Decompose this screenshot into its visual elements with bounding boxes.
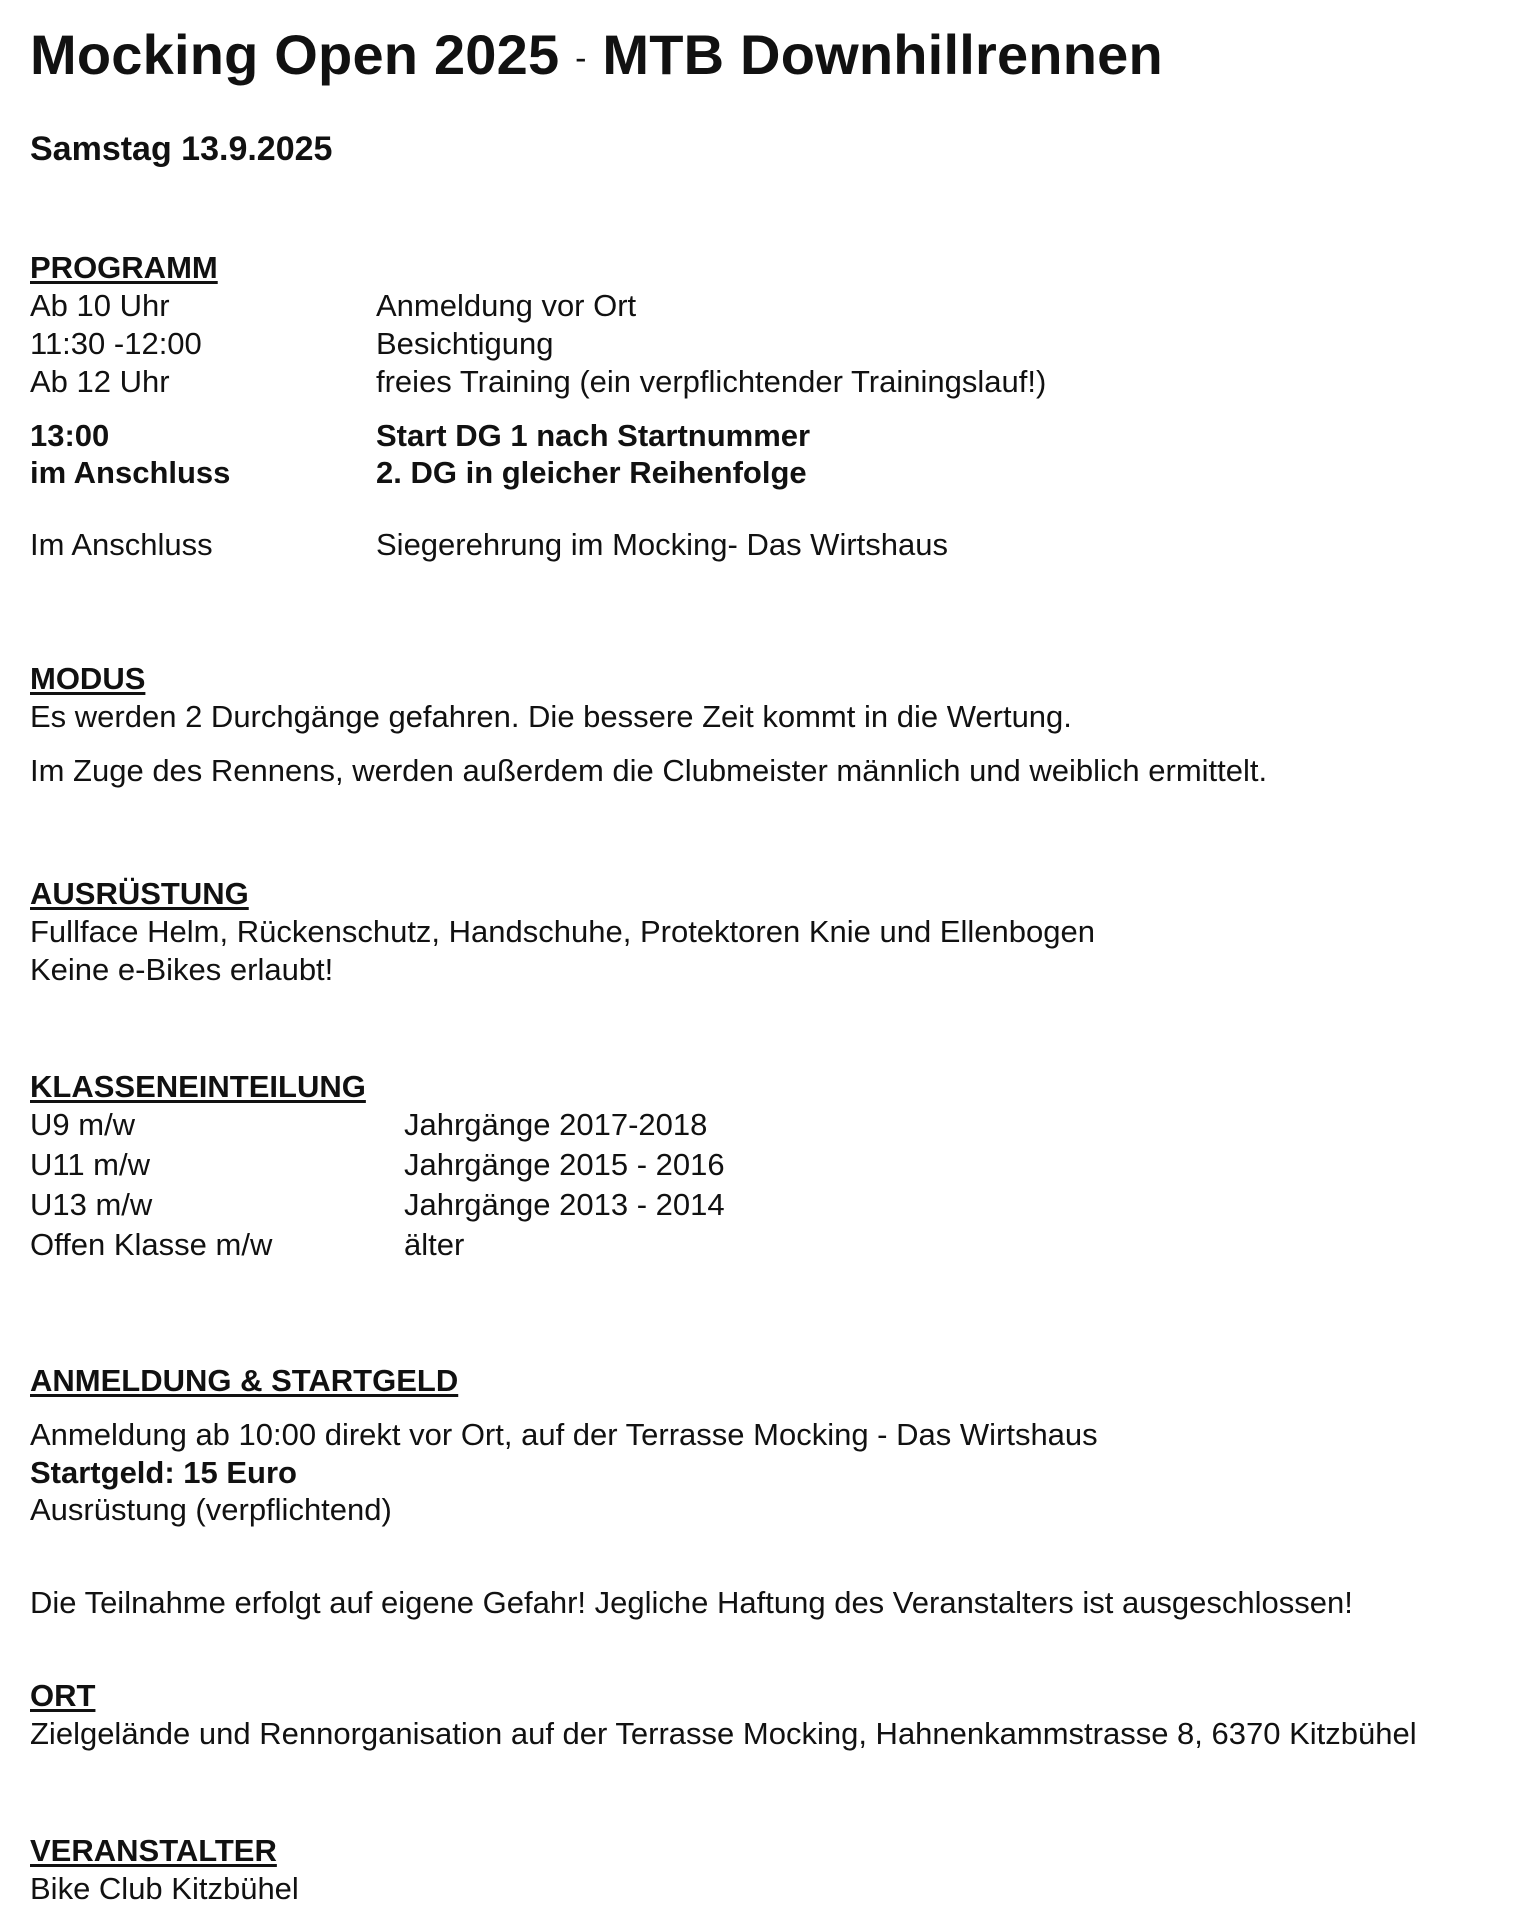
startgeld-text: Startgeld: 15 Euro bbox=[30, 1455, 297, 1490]
modus-line-1: Es werden 2 Durchgänge gefahren. Die bessere Zeit kommt in die Wertung. bbox=[30, 699, 1072, 734]
ausruestung-line-2: Keine e-Bikes erlaubt! bbox=[30, 952, 334, 987]
programm-time-5: im Anschluss bbox=[30, 455, 231, 490]
klassen-heading: KLASSENEINTEILUNG bbox=[30, 1069, 366, 1104]
programm-heading: PROGRAMM bbox=[30, 250, 218, 285]
anmeldung-line-1: Anmeldung ab 10:00 direkt vor Ort, auf der Terrasse Mocking - Das Wirtshaus bbox=[30, 1417, 1098, 1452]
programm-time-1: Ab 10 Uhr bbox=[30, 288, 170, 323]
modus-line-2: Im Zuge des Rennens, werden außerdem die Clubmeister männlich und weiblich ermittelt. bbox=[30, 753, 1268, 788]
klasse-name-1: U9 m/w bbox=[30, 1107, 136, 1142]
ort-heading: ORT bbox=[30, 1678, 96, 1713]
klasse-jahrgang-2: Jahrgänge 2015 - 2016 bbox=[404, 1147, 725, 1182]
programm-time-2: 11:30 -12:00 bbox=[30, 326, 202, 361]
klasse-jahrgang-1: Jahrgänge 2017-2018 bbox=[404, 1107, 708, 1142]
programm-desc-3: freies Training (ein verpflichtender Trainingslauf!) bbox=[376, 364, 1047, 399]
veranstalter-text: Bike Club Kitzbühel bbox=[30, 1871, 299, 1906]
klasse-name-2: U11 m/w bbox=[30, 1147, 151, 1182]
programm-desc-1: Anmeldung vor Ort bbox=[376, 288, 637, 323]
programm-desc-5: 2. DG in gleicher Reihenfolge bbox=[376, 455, 807, 490]
ausruestung-line-1: Fullface Helm, Rückenschutz, Handschuhe, Protektoren Knie und Ellenbogen bbox=[30, 914, 1095, 949]
title-sub: MTB Downhillrennen bbox=[602, 23, 1163, 86]
programm-desc-4: Start DG 1 nach Startnummer bbox=[376, 418, 811, 453]
klasse-name-4: Offen Klasse m/w bbox=[30, 1227, 273, 1262]
ort-text: Zielgelände und Rennorganisation auf der Terrasse Mocking, Hahnenkammstrasse 8, 6370 Kitzbühel bbox=[30, 1716, 1417, 1751]
klasse-name-3: U13 m/w bbox=[30, 1187, 153, 1222]
haftung-text: Die Teilnahme erfolgt auf eigene Gefahr! Jegliche Haftung des Veranstalters ist ausgeschlossen! bbox=[30, 1585, 1353, 1620]
klasse-jahrgang-4: älter bbox=[404, 1227, 465, 1262]
title-main: Mocking Open 2025 bbox=[30, 23, 560, 86]
programm-time-3: Ab 12 Uhr bbox=[30, 364, 170, 399]
ausruestung-heading: AUSRÜSTUNG bbox=[30, 876, 249, 911]
event-date: Samstag 13.9.2025 bbox=[30, 130, 333, 168]
title-dash: - bbox=[575, 39, 587, 78]
programm-desc-2: Besichtigung bbox=[376, 326, 554, 361]
anmeldung-line-3: Ausrüstung (verpflichtend) bbox=[30, 1492, 392, 1527]
klasse-jahrgang-3: Jahrgänge 2013 - 2014 bbox=[404, 1187, 725, 1222]
programm-time-4: 13:00 bbox=[30, 418, 110, 453]
programm-desc-6: Siegerehrung im Mocking- Das Wirtshaus bbox=[376, 527, 948, 562]
programm-time-6: Im Anschluss bbox=[30, 527, 213, 562]
page-title bbox=[30, 22, 1163, 87]
modus-heading: MODUS bbox=[30, 661, 146, 696]
anmeldung-heading: ANMELDUNG & STARTGELD bbox=[30, 1363, 459, 1398]
veranstalter-heading: VERANSTALTER bbox=[30, 1833, 277, 1868]
